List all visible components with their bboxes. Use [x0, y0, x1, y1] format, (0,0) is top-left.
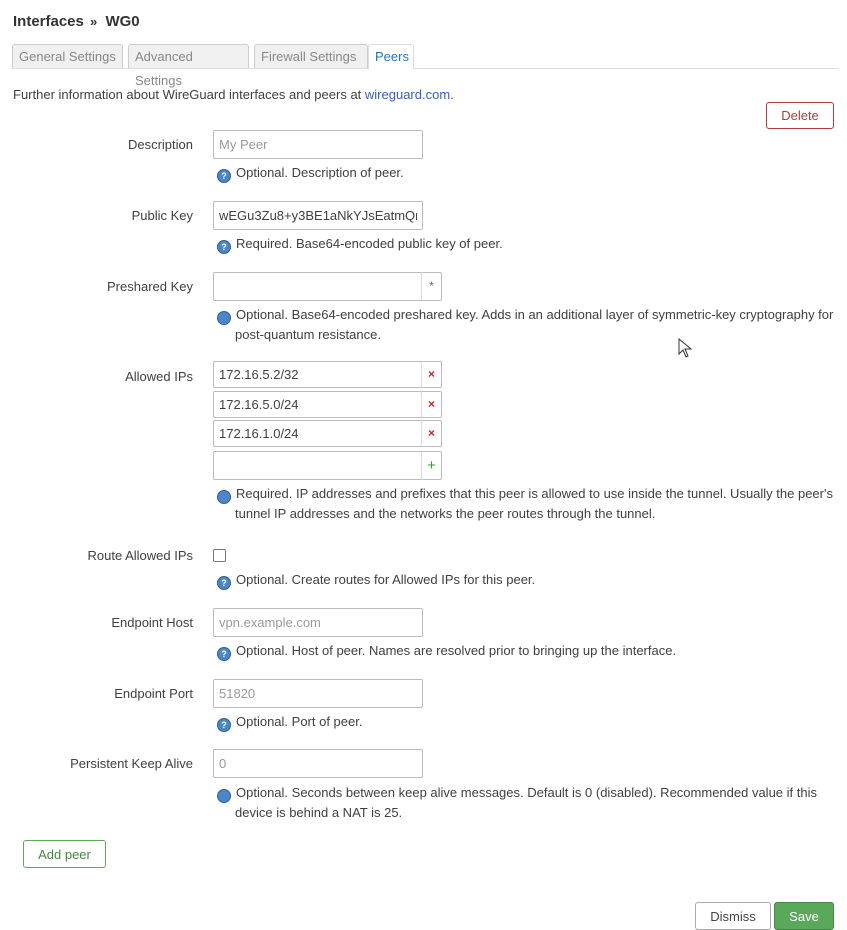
allowed-ip-input[interactable]	[213, 420, 422, 447]
endpoint-host-input[interactable]	[213, 608, 423, 637]
allowed-ip-input[interactable]	[213, 361, 422, 388]
route-allowed-ips-checkbox[interactable]	[213, 549, 226, 562]
remove-x-icon[interactable]: ×	[421, 420, 442, 447]
plus-icon[interactable]: +	[421, 451, 442, 480]
public-key-help: ? Required. Base64-encoded public key of peer.	[217, 234, 837, 254]
info-text: Further information about WireGuard interfaces and peers at wireguard.com.	[13, 87, 454, 102]
tab-general-settings[interactable]: General Settings	[12, 44, 123, 68]
tab-peers[interactable]: Peers	[368, 44, 414, 69]
breadcrumb-interfaces[interactable]: Interfaces	[13, 13, 84, 30]
route-allowed-ips-label: Route Allowed IPs	[87, 548, 193, 563]
public-key-input[interactable]	[213, 201, 423, 230]
help-circle-icon: ?	[217, 576, 231, 590]
route-allowed-ips-help: ? Optional. Create routes for Allowed IPs for this peer.	[217, 570, 837, 590]
help-circle-icon: ?	[217, 647, 231, 661]
help-circle-icon: ?	[217, 490, 231, 504]
save-button[interactable]: Save	[774, 902, 834, 930]
breadcrumb-current: WG0	[105, 13, 140, 30]
breadcrumb-separator: »	[90, 14, 98, 29]
dismiss-button[interactable]: Dismiss	[695, 902, 771, 930]
public-key-label: Public Key	[131, 208, 193, 223]
endpoint-port-label: Endpoint Port	[114, 686, 193, 701]
preshared-key-label: Preshared Key	[107, 279, 193, 294]
persistent-keepalive-help: ? Optional. Seconds between keep alive messages. Default is 0 (disabled). Recommended value if this device is behind a NAT is 25.	[212, 785, 817, 820]
persistent-keepalive-label: Persistent Keep Alive	[70, 756, 193, 771]
allowed-ips-label: Allowed IPs	[125, 369, 193, 384]
help-circle-icon: ?	[217, 789, 231, 803]
mouse-pointer-icon	[678, 338, 692, 358]
add-peer-button[interactable]: Add peer	[23, 840, 106, 868]
remove-x-icon[interactable]: ×	[421, 361, 442, 388]
endpoint-host-help: ? Optional. Host of peer. Names are resolved prior to bringing up the interface.	[217, 641, 837, 661]
tab-advanced-settings[interactable]: Advanced Settings	[128, 44, 249, 68]
preshared-key-input[interactable]	[213, 272, 422, 301]
endpoint-host-label: Endpoint Host	[111, 615, 193, 630]
description-input[interactable]	[213, 130, 423, 159]
help-circle-icon: ?	[217, 240, 231, 254]
allowed-ip-input[interactable]	[213, 391, 422, 418]
help-circle-icon: ?	[217, 718, 231, 732]
tab-bar	[12, 44, 839, 88]
allowed-ips-help: ? Required. IP addresses and prefixes that this peer is allowed to use inside the tunnel. Usually the peer's tunnel IP addresses and the networks the peer routes through the tunnel.	[212, 486, 833, 521]
help-circle-icon: ?	[217, 311, 231, 325]
persistent-keepalive-input[interactable]	[213, 749, 423, 778]
delete-button[interactable]: Delete	[766, 102, 834, 129]
asterisk-icon[interactable]: *	[421, 272, 442, 301]
allowed-ip-new-input[interactable]	[213, 451, 422, 480]
wireguard-link[interactable]: wireguard.com	[364, 87, 451, 102]
preshared-key-help: ? Optional. Base64-encoded preshared key. Adds in an additional layer of symmetric-key cryptography for post-quantum resistance.	[212, 307, 834, 342]
page-title	[13, 13, 140, 30]
endpoint-port-input[interactable]	[213, 679, 423, 708]
endpoint-port-help: ? Optional. Port of peer.	[217, 712, 837, 732]
remove-x-icon[interactable]: ×	[421, 391, 442, 418]
description-help: ? Optional. Description of peer.	[217, 163, 837, 183]
description-label: Description	[127, 137, 193, 152]
tab-firewall-settings[interactable]: Firewall Settings	[254, 44, 368, 68]
help-circle-icon: ?	[217, 169, 231, 183]
